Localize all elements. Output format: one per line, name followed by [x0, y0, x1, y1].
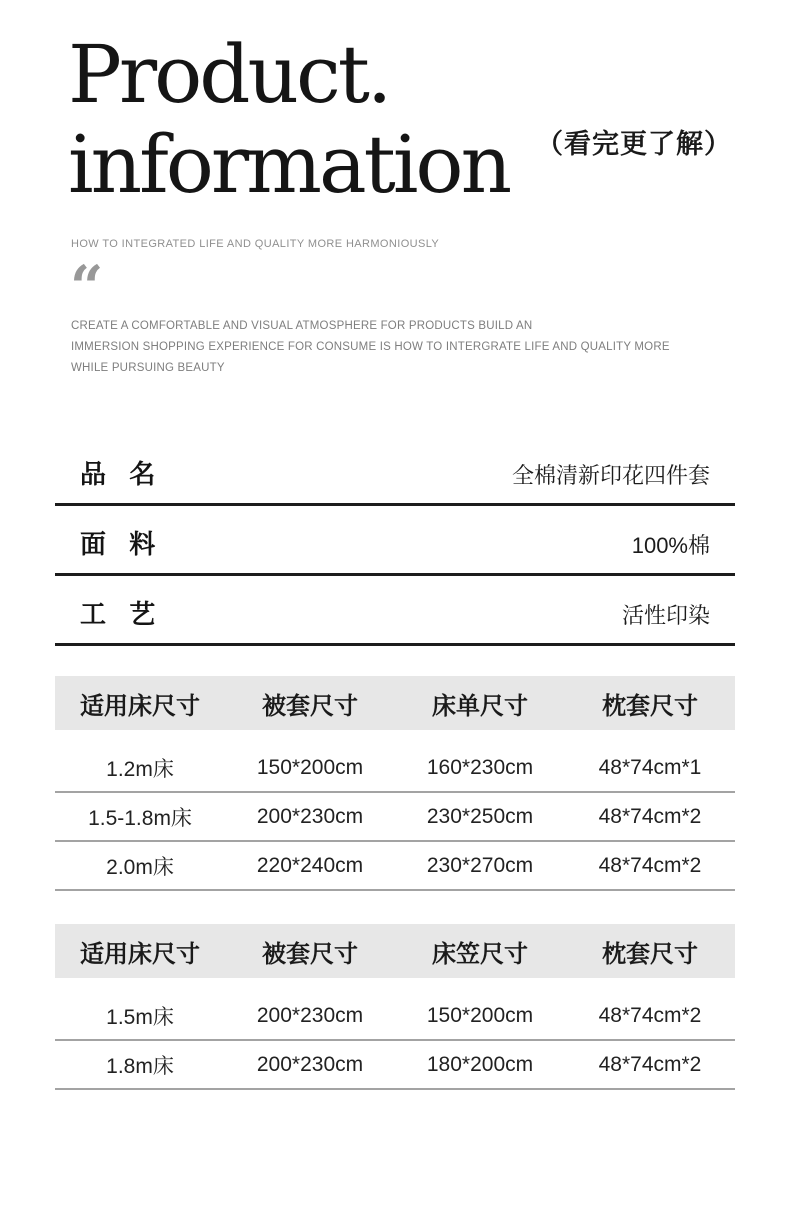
side-note: （看完更了解） — [536, 129, 732, 159]
table-header-cell: 适用床尺寸 — [80, 692, 200, 720]
table-cell: 180*200cm — [426, 1052, 534, 1076]
page-title — [68, 30, 509, 210]
page-title-line1: Product. — [68, 28, 390, 121]
spec-row-fabric — [55, 506, 735, 576]
table-header-cell: 床单尺寸 — [432, 692, 528, 720]
table-body — [55, 992, 735, 1090]
table-cell: 150*200cm — [426, 1003, 534, 1027]
table-cell: 48*74cm*2 — [598, 804, 702, 828]
size-table-flat-sheet — [55, 676, 735, 891]
spec-row-name — [55, 444, 735, 506]
table-row — [55, 992, 735, 1041]
table-cell: 220*240cm — [256, 853, 364, 877]
table-cell: 200*230cm — [256, 1052, 364, 1076]
table-cell: 48*74cm*2 — [598, 853, 702, 877]
table-body — [55, 744, 735, 891]
table-cell: 1.8m床 — [106, 1054, 174, 1078]
spec-row-craft — [55, 576, 735, 646]
table-cell: 1.5m床 — [106, 1005, 174, 1029]
table-header-cell: 被套尺寸 — [262, 940, 358, 968]
spec-label: 品 名 — [80, 459, 156, 489]
table-cell: 200*230cm — [256, 804, 364, 828]
table-cell: 200*230cm — [256, 1003, 364, 1027]
quote-icon: “ — [70, 253, 104, 321]
table-row — [55, 842, 735, 891]
spec-label: 面 料 — [80, 529, 156, 559]
table-cell: 48*74cm*1 — [598, 755, 702, 779]
table-row — [55, 1041, 735, 1090]
quote-line: CREATE A COMFORTABLE AND VISUAL ATMOSPHERE FOR PRODUCTS BUILD AN — [71, 320, 533, 332]
table-cell: 48*74cm*2 — [598, 1003, 702, 1027]
table-header — [55, 676, 735, 730]
spec-value: 全棉清新印花四件套 — [511, 463, 710, 488]
table-cell: 160*230cm — [426, 755, 534, 779]
table-cell: 1.5-1.8m床 — [88, 806, 192, 830]
table-row — [55, 793, 735, 842]
title-subtitle: HOW TO INTEGRATED LIFE AND QUALITY MORE HARMONIOUSLY — [71, 238, 440, 250]
table-header-cell: 枕套尺寸 — [602, 692, 698, 720]
table-header-cell: 床笠尺寸 — [432, 940, 528, 968]
size-table-fitted-sheet — [55, 924, 735, 1090]
table-cell: 230*250cm — [426, 804, 534, 828]
quote-line: IMMERSION SHOPPING EXPERIENCE FOR CONSUME IS HOW TO INTERGRATE LIFE AND QUALITY MORE — [71, 341, 670, 353]
quote-paragraph — [71, 316, 670, 379]
spec-label: 工 艺 — [80, 599, 156, 629]
table-cell: 230*270cm — [426, 853, 534, 877]
quote-line: WHILE PURSUING BEAUTY — [71, 362, 225, 374]
table-cell: 1.2m床 — [106, 757, 174, 781]
table-header-cell: 适用床尺寸 — [80, 940, 200, 968]
table-header-cell: 被套尺寸 — [262, 692, 358, 720]
table-row — [55, 744, 735, 793]
spec-value: 活性印染 — [621, 603, 710, 628]
table-cell: 150*200cm — [256, 755, 364, 779]
table-cell: 48*74cm*2 — [598, 1052, 702, 1076]
page-title-line2: information — [68, 118, 510, 211]
table-cell: 2.0m床 — [106, 855, 174, 879]
table-header — [55, 924, 735, 978]
spec-list — [55, 444, 735, 646]
spec-value: 100%棉 — [631, 533, 710, 558]
table-header-cell: 枕套尺寸 — [602, 940, 698, 968]
